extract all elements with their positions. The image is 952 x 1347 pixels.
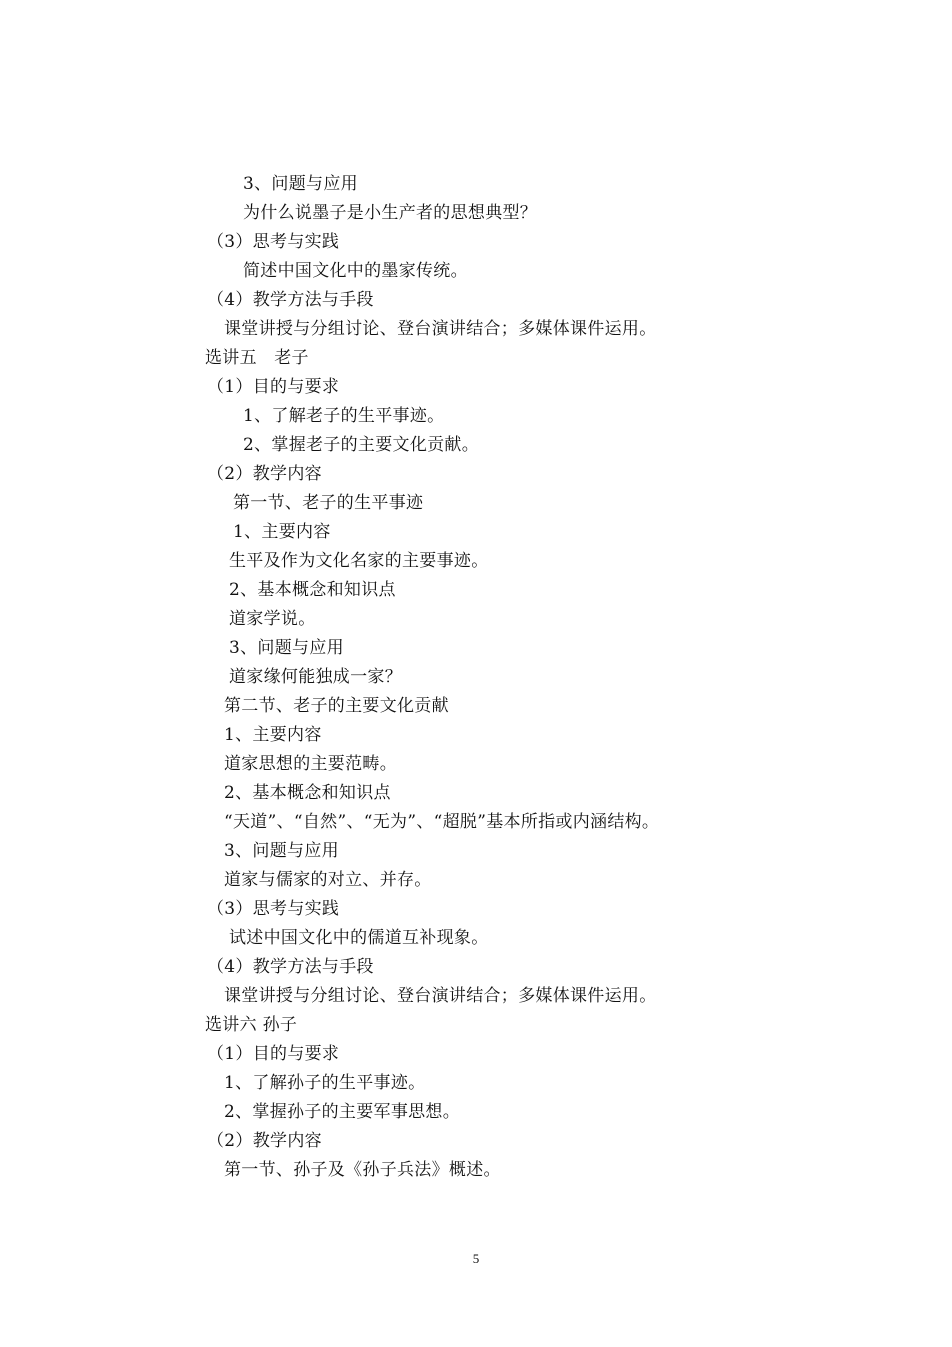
text-line: 道家思想的主要范畴。	[224, 754, 397, 774]
text-line: （3）思考与实践	[207, 232, 340, 252]
text-line: 2、掌握孙子的主要军事思想。	[224, 1102, 461, 1122]
text-line: 2、掌握老子的主要文化贡献。	[243, 435, 480, 455]
text-line: （1）目的与要求	[207, 377, 340, 397]
text-line: 课堂讲授与分组讨论、登台演讲结合；多媒体课件运用。	[224, 319, 657, 339]
text-line: 1、了解孙子的生平事迹。	[224, 1073, 426, 1093]
page-number: 5	[472, 1251, 480, 1266]
text-line: 2、基本概念和知识点	[224, 783, 391, 803]
text-line: （3）思考与实践	[207, 899, 340, 919]
text-line: 试述中国文化中的儒道互补现象。	[229, 928, 489, 948]
section-heading: 选讲五 老子	[205, 348, 309, 368]
text-line: 为什么说墨子是小生产者的思想典型？	[243, 203, 538, 223]
text-line: 1、主要内容	[224, 725, 322, 745]
text-line: 1、主要内容	[233, 522, 331, 542]
text-line: 课堂讲授与分组讨论、登台演讲结合；多媒体课件运用。	[224, 986, 657, 1006]
text-line: （4）教学方法与手段	[207, 290, 374, 310]
text-line: （4）教学方法与手段	[207, 957, 374, 977]
section-heading: 选讲六 孙子	[205, 1015, 298, 1035]
text-line: 3、问题与应用	[229, 638, 344, 658]
text-line: 第二节、老子的主要文化贡献	[224, 696, 449, 716]
text-line: （2）教学内容	[207, 464, 322, 484]
text-line: （1）目的与要求	[207, 1044, 340, 1064]
text-line: 3、问题与应用	[224, 841, 339, 861]
text-line: 道家与儒家的对立、并存。	[224, 870, 432, 890]
text-line: （2）教学内容	[207, 1131, 322, 1151]
text-line: 2、基本概念和知识点	[229, 580, 396, 600]
text-line: 道家缘何能独成一家？	[229, 667, 402, 687]
text-line: 1、了解老子的生平事迹。	[243, 406, 445, 426]
text-line: 第一节、老子的生平事迹	[233, 493, 424, 513]
text-line: 道家学说。	[229, 609, 316, 629]
text-line: “天道”、“自然”、“无为”、“超脱”基本所指或内涵结构。	[224, 812, 660, 832]
text-line: 生平及作为文化名家的主要事迹。	[229, 551, 489, 571]
text-line: 简述中国文化中的墨家传统。	[243, 261, 468, 281]
text-line: 第一节、孙子及《孙子兵法》概述。	[224, 1160, 501, 1180]
text-line: 3、问题与应用	[243, 174, 358, 194]
